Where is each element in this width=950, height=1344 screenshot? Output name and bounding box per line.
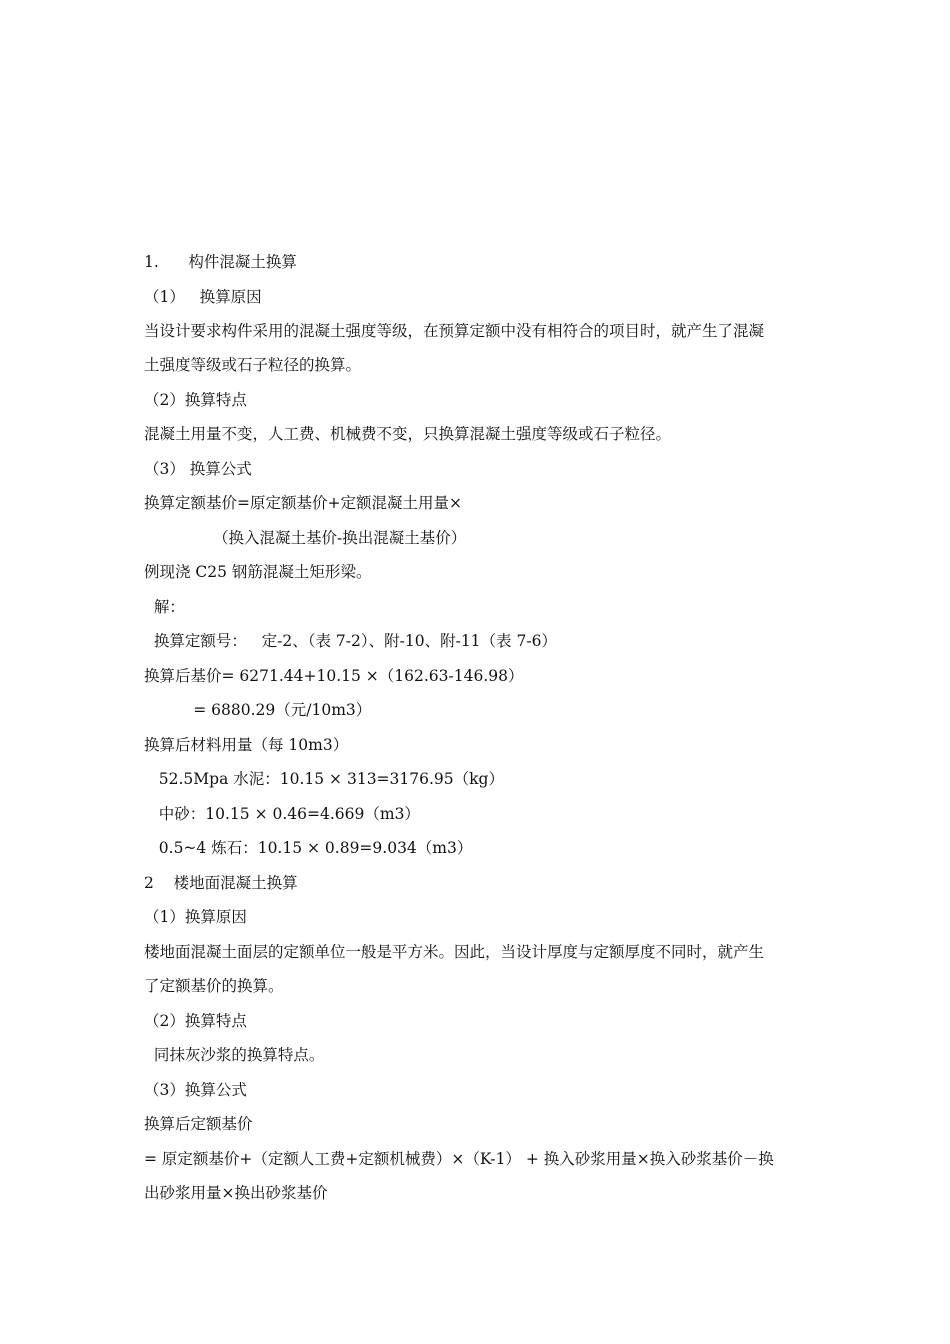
paragraph-line: 土强度等级或石子粒径的换算。 — [144, 356, 362, 374]
paragraph-line: 了定额基价的换算。 — [144, 977, 284, 995]
section-1-subheading-reason: （1） 换算原因 — [144, 288, 262, 306]
paragraph-line: 混凝土用量不变，人工费、机械费不变，只换算混凝土强度等级或石子粒径。 — [144, 425, 672, 443]
calculation-line: = 6880.29（元/10m3） — [144, 701, 372, 719]
section-1-subheading-formula: （3） 换算公式 — [144, 460, 252, 478]
formula-line: （换入混凝土基价-换出混凝土基价） — [144, 529, 467, 547]
example-line: 例现浇 C25 钢筋混凝土矩形梁。 — [144, 563, 372, 581]
material-line: 0.5~4 炼石：10.15 × 0.89=9.034（m3） — [144, 839, 473, 857]
section-2-heading: 2 楼地面混凝土换算 — [144, 874, 298, 892]
formula-line: 换算定额基价=原定额基价+定额混凝土用量× — [144, 494, 462, 512]
paragraph-line: 楼地面混凝土面层的定额单位一般是平方米。因此，当设计厚度与定额厚度不同时，就产生 — [144, 943, 765, 961]
section-2-subheading-reason: （1）换算原因 — [144, 908, 247, 926]
paragraph-line: 当设计要求构件采用的混凝土强度等级，在预算定额中没有相符合的项目时，就产生了混凝 — [144, 322, 765, 340]
section-1-subheading-feature: （2）换算特点 — [144, 391, 247, 409]
section-2-subheading-feature: （2）换算特点 — [144, 1012, 247, 1030]
material-line: 52.5Mpa 水泥：10.15 × 313=3176.95（kg） — [144, 770, 504, 788]
formula-heading: 换算后定额基价 — [144, 1115, 253, 1133]
paragraph-line: 同抹灰沙浆的换算特点。 — [144, 1046, 325, 1064]
section-2-subheading-formula: （3）换算公式 — [144, 1081, 247, 1099]
formula-line: = 原定额基价+（定额人工费+定额机械费）×（K-1） + 换入砂浆用量×换入砂浆基价－换 — [144, 1150, 774, 1168]
calculation-line: 换算后基价= 6271.44+10.15 ×（162.63-146.98） — [144, 667, 524, 685]
material-line: 中砂：10.15 × 0.46=4.669（m3） — [144, 805, 420, 823]
section-1-heading: 1. 构件混凝土换算 — [144, 253, 297, 271]
solution-label: 解： — [144, 598, 185, 616]
material-heading: 换算后材料用量（每 10m3） — [144, 736, 349, 754]
formula-line: 出砂浆用量×换出砂浆基价 — [144, 1184, 328, 1202]
quota-number-line: 换算定额号： 定-2、（表 7-2）、附-10、附-11（表 7-6） — [144, 632, 557, 650]
